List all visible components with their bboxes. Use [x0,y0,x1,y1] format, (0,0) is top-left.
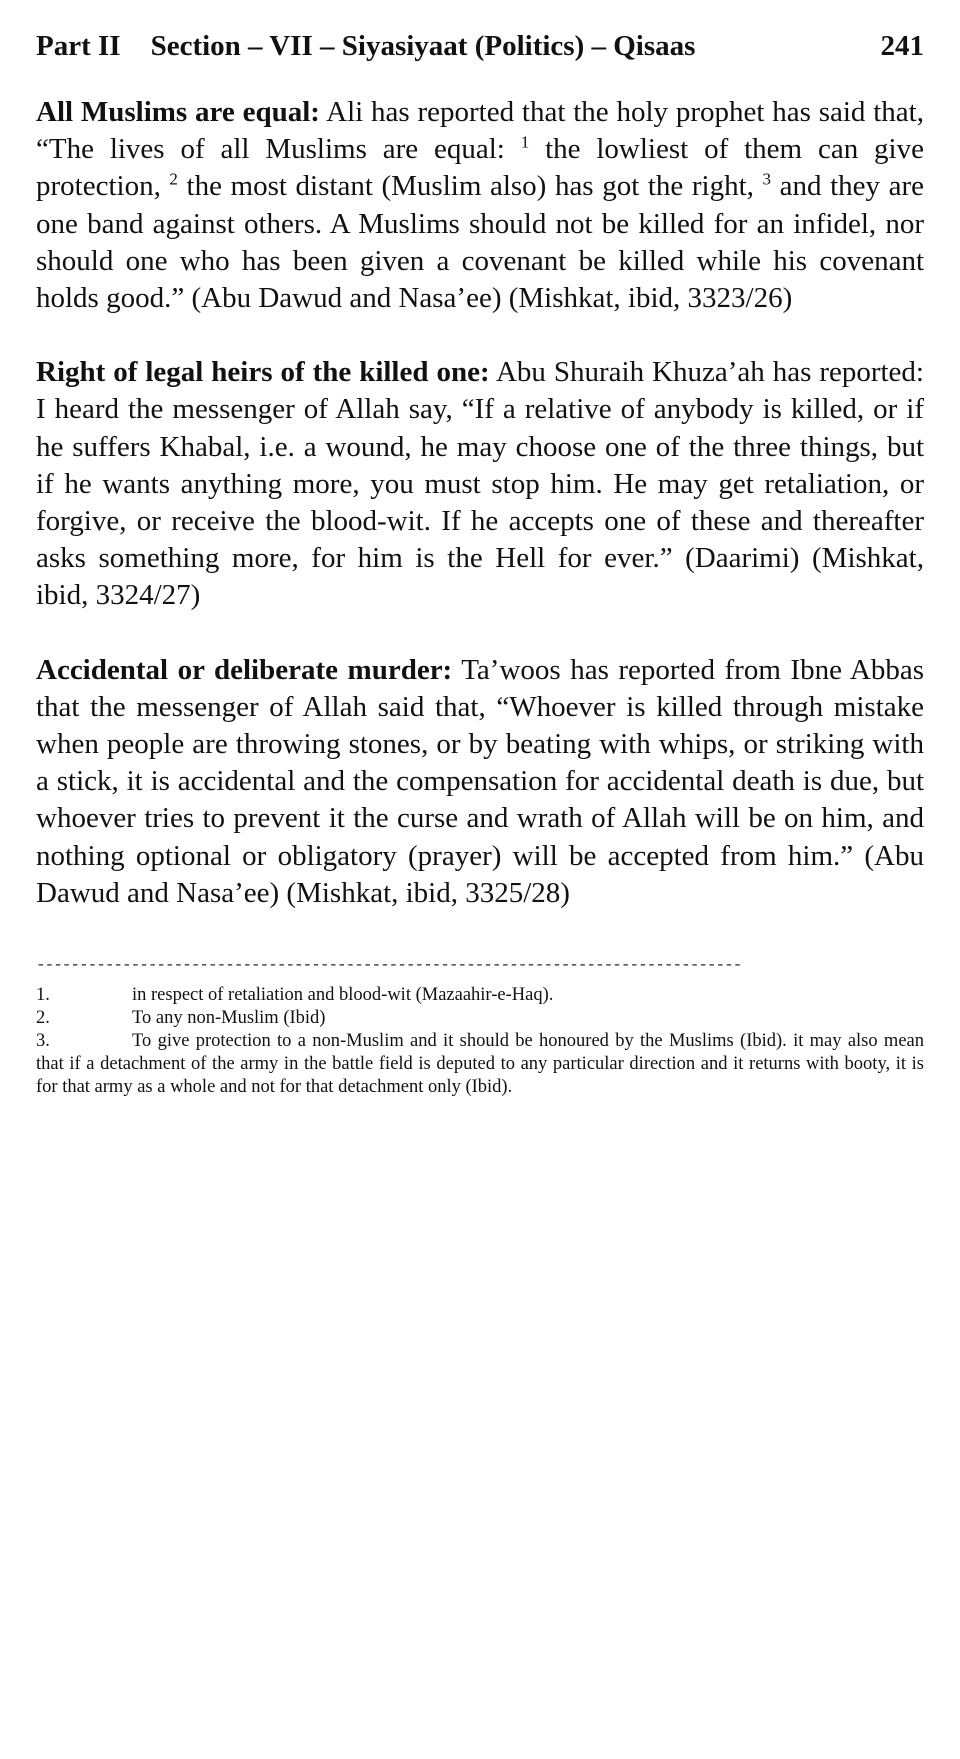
footnote-ref-3: 3 [762,169,771,189]
footnote-number: 1. [36,985,50,1006]
footnote-text: in respect of retaliation and blood-wit (Mazaahir-e-Haq). [132,985,554,1006]
paragraph-text: Ta’woos has reported from Ibne Abbas that the messenger of Allah said that, “Whoever is killed through mistake when people are throwing stones, or by beating with whips, or striking with a stick, it is accidental and the compensation for accidental death is due, but whoever tries to prevent it the curse and wrath of Allah will be on him, and nothing optional or obligatory (prayer) will be accepted from him.” (Abu Dawud and Nasa’ee) (Mishkat, ibid, 3325/28) [36,653,924,909]
footnote-text: To give protection to a non-Muslim and it should be honoured by the Muslims (Ibid). it may also mean that if a detachment of the army in the battle field is deputed to any particular direction and it returns with booty, it is for that army as a whole and not for that detachment only (Ibid). [36,1031,924,1098]
footnotes [36,984,924,1099]
paragraph-heading: All Muslims are equal: [36,96,320,128]
footnote-3 [36,1030,924,1099]
page-number: 241 [880,30,924,62]
paragraph-muslims-equal [36,94,924,317]
footnote-2 [36,1007,924,1030]
page-header [36,28,924,64]
header-left [36,28,695,64]
section-title: Section – VII – Siyasiyaat (Politics) – Qisaas [150,30,696,62]
paragraph-legal-heirs [36,354,924,614]
footnote-1 [36,984,924,1007]
paragraph-text: the lowliest of them can give protection, [36,133,924,203]
footnote-number: 2. [36,1008,50,1029]
paragraph-text: Ali has reported that the holy prophet has said that, “The lives of all Muslims are equal: [36,96,924,166]
footnote-text: To any non-Muslim (Ibid) [132,1008,326,1029]
paragraph-heading: Right of legal heirs of the killed one: [36,356,490,389]
paragraph-heading: Accidental or deliberate murder: [36,653,453,686]
footnote-ref-2: 2 [169,169,178,189]
footnote-separator: ---------------------------------------------------------------------------------- [36,956,742,975]
paragraph-text: and they are one band against others. A Muslims should not be killed for an infidel, nor should one who has been given a covenant be killed while his covenant holds good.” (Abu Dawud and Nasa’ee) (Mishkat, ibid, 3323/26) [36,170,924,315]
paragraph-accidental-murder [36,652,924,912]
part-label: Part II [36,30,121,62]
paragraph-text: Abu Shuraih Khuza’ah has reported: I heard the messenger of Allah say, “If a relative of anybody is killed, or if he suffers Khabal, i.e. a wound, he may choose one of the three things, but if he wants anything more, you must stop him. He may get retaliation, or forgive, or receive the blood-wit. If he accepts one of these and thereafter asks something more, for him is the Hell for ever.” (Daarimi) (Mishkat, ibid, 3324/27) [36,356,924,612]
footnote-number: 3. [36,1031,50,1052]
footnote-ref-1: 1 [520,132,530,152]
paragraph-text: the most distant (Muslim also) has got the right, [177,170,763,203]
